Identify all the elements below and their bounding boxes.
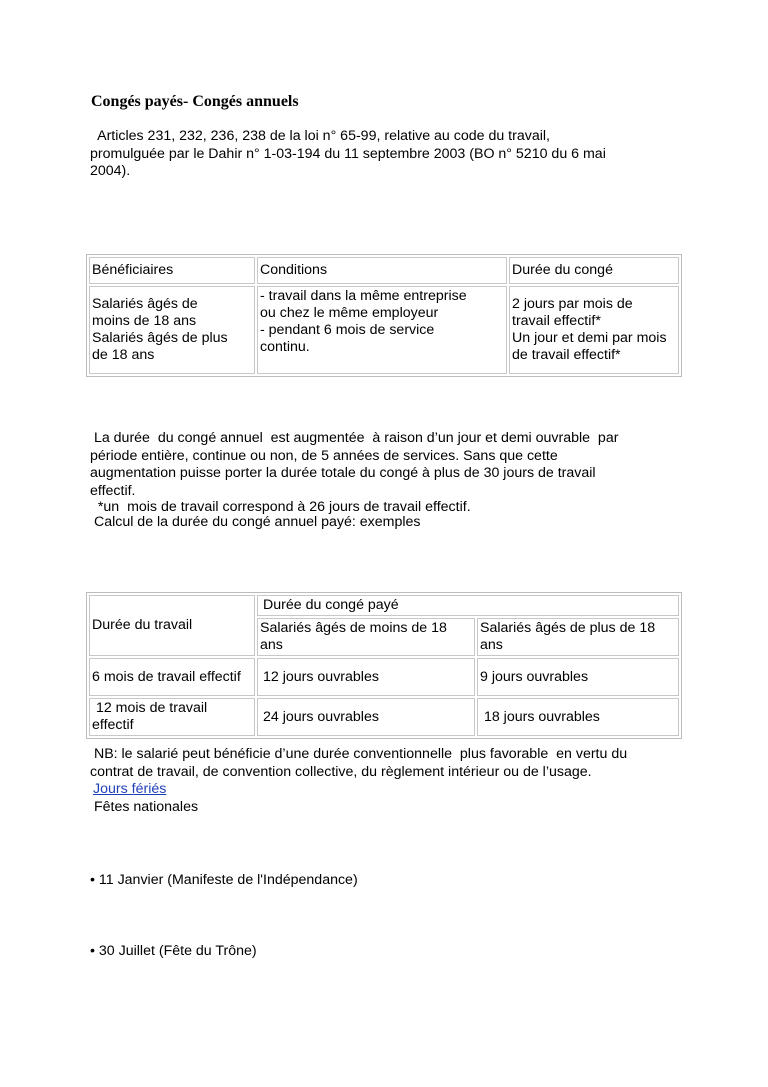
header-duree-conge: Durée du congé payé — [257, 595, 679, 616]
header-plus-18: Salariés âgés de plus de 18 ans — [477, 618, 679, 656]
nb-line: NB: le salarié peut bénéficie d’une durée conventionnelle plus favorable en vertu du — [90, 746, 628, 762]
header-moins-18: Salariés âgés de moins de 18 ans — [257, 618, 475, 656]
header-duree-travail: Durée du travail — [89, 595, 255, 656]
examples-heading: Calcul de la durée du congé annuel payé: exemples — [90, 514, 421, 530]
row-plus-18: 18 jours ouvrables — [477, 698, 679, 736]
conditions-line: - pendant 6 mois de service — [260, 322, 435, 338]
header-conditions: Conditions — [257, 257, 507, 284]
paragraph-line: augmentation puisse porter la durée totale du congé à plus de 30 jours de travail — [90, 465, 596, 481]
row-travail: 6 mois de travail effectif — [89, 658, 255, 696]
row-moins-18: 24 jours ouvrables — [257, 698, 475, 736]
beneficiaires-line: Salariés âgés de plus — [92, 330, 228, 346]
cell-duree — [509, 286, 679, 374]
row-plus-18: 9 jours ouvrables — [477, 658, 679, 696]
paragraph-line: effectif. — [90, 482, 136, 499]
examples-table — [86, 592, 682, 739]
conditions-line: - travail dans la même entreprise — [260, 288, 467, 304]
duree-line: de travail effectif* — [512, 347, 621, 363]
list-item: • 11 Janvier (Manifeste de l'Indépendance) — [90, 872, 358, 888]
header-duree: Durée du congé — [509, 257, 679, 284]
list-item: • 30 Juillet (Fête du Trône) — [90, 943, 257, 959]
fetes-nationales-label: Fêtes nationales — [90, 798, 199, 815]
intro-line: 2004). — [90, 163, 131, 179]
paragraph-line: La durée du congé annuel est augmentée à raison d’un jour et demi ouvrable par — [90, 430, 619, 446]
beneficiaires-line: Salariés âgés de — [92, 296, 198, 312]
cell-beneficiaires — [89, 286, 255, 374]
beneficiaires-line: moins de 18 ans — [92, 313, 197, 329]
duree-line: travail effectif* — [512, 313, 601, 329]
row-travail: 12 mois de travail effectif — [89, 698, 255, 736]
nb-line: contrat de travail, de convention collective, du règlement intérieur ou de l’usage. — [90, 763, 592, 780]
jours-feries-link[interactable]: Jours fériés — [93, 781, 167, 797]
intro-paragraph — [90, 128, 690, 181]
footnote-line: *un mois de travail correspond à 26 jours de travail effectif. — [90, 499, 471, 515]
row-moins-18: 12 jours ouvrables — [257, 658, 475, 696]
intro-line: Articles 231, 232, 236, 238 de la loi n° 65-99, relative au code du travail, — [90, 128, 550, 144]
nb-paragraph — [90, 746, 700, 816]
paragraph-line: période entière, continue ou non, de 5 années de services. Sans que cette — [90, 447, 558, 464]
header-beneficiaires: Bénéficiaires — [89, 257, 255, 284]
duree-line: 2 jours par mois de — [512, 296, 633, 312]
intro-line: promulguée par le Dahir n° 1-03-194 du 11 septembre 2003 (BO n° 5210 du 6 mai — [90, 145, 606, 162]
beneficiaires-table — [86, 254, 682, 377]
page-title: Congés payés- Congés annuels — [91, 93, 299, 110]
beneficiaires-line: de 18 ans — [92, 347, 155, 363]
duree-line: Un jour et demi par mois — [512, 330, 667, 346]
conditions-line: ou chez le même employeur — [260, 305, 439, 321]
conditions-line: continu. — [260, 339, 310, 355]
duration-paragraph — [90, 430, 690, 532]
cell-conditions — [257, 286, 507, 374]
